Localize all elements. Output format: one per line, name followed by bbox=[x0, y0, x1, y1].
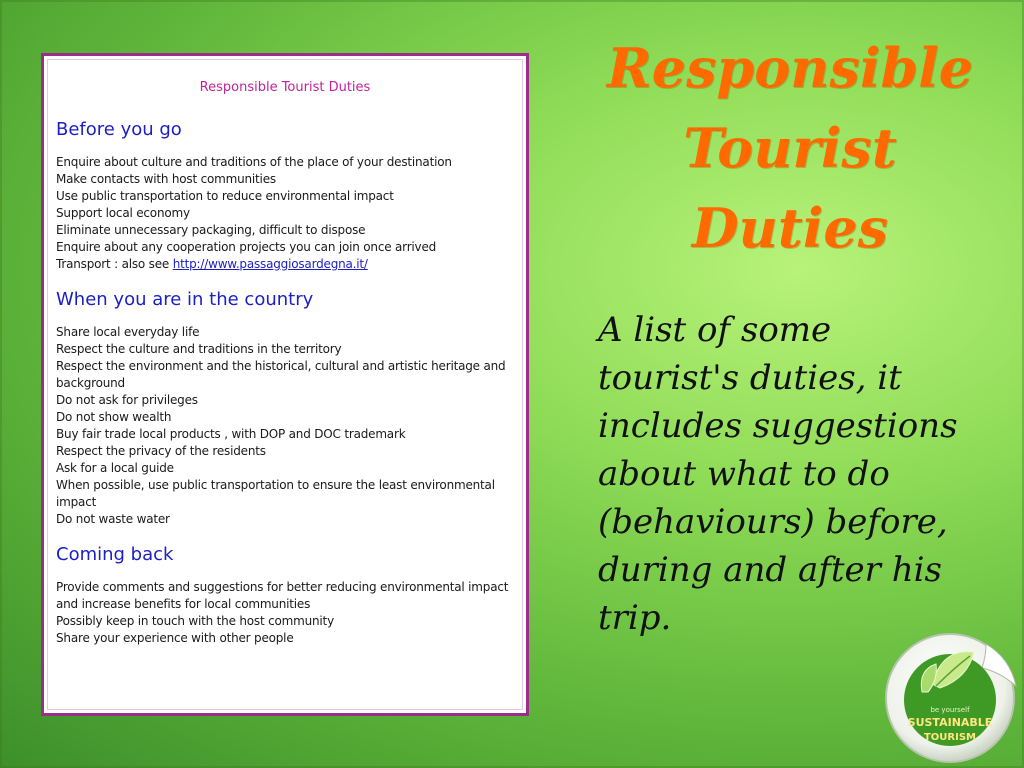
list-item: Do not waste water bbox=[56, 512, 170, 526]
list-item: Share local everyday life bbox=[56, 325, 200, 339]
list-item: Share your experience with other people bbox=[56, 631, 294, 645]
list-item: Respect the environment and the historical, cultural and artistic heritage and background bbox=[56, 359, 506, 390]
document-panel bbox=[41, 53, 529, 716]
list-item: Do not ask for privileges bbox=[56, 393, 198, 407]
list-item: Eliminate unnecessary packaging, difficult to dispose bbox=[56, 223, 366, 237]
list-item: Support local economy bbox=[56, 206, 190, 220]
passaggio-link[interactable]: http://www.passaggiosardegna.it/ bbox=[172, 257, 368, 271]
section-before-you-go bbox=[56, 119, 514, 273]
list-item: Possibly keep in touch with the host community bbox=[56, 614, 334, 628]
section-in-the-country bbox=[56, 289, 514, 528]
badge-line-2: TOURISM bbox=[923, 732, 977, 743]
badge-small-text: be yourself bbox=[930, 706, 970, 714]
list-item: Respect the culture and traditions in the territory bbox=[56, 342, 342, 356]
sustainable-tourism-badge bbox=[882, 628, 1022, 766]
document-title: Responsible Tourist Duties bbox=[199, 80, 371, 95]
duty-list bbox=[56, 324, 514, 528]
slide-title bbox=[590, 28, 990, 268]
section-heading: Coming back bbox=[56, 544, 174, 565]
slide-description: A list of some tourist's duties, it includes suggestions about what to do (behaviours) before, during and after his trip. bbox=[598, 310, 958, 638]
list-item: Buy fair trade local products , with DOP and DOC trademark bbox=[56, 427, 406, 441]
duty-list bbox=[56, 154, 514, 273]
list-item: Use public transportation to reduce environmental impact bbox=[56, 189, 394, 203]
list-item-transport bbox=[56, 256, 514, 273]
list-item: When possible, use public transportation to ensure the least environmental impact bbox=[56, 478, 495, 509]
section-heading: Before you go bbox=[56, 119, 182, 140]
duty-list bbox=[56, 579, 514, 647]
section-heading: When you are in the country bbox=[56, 289, 314, 310]
transport-label: Transport : also see bbox=[56, 257, 173, 271]
list-item: Enquire about culture and traditions of the place of your destination bbox=[56, 155, 452, 169]
list-item: Enquire about any cooperation projects you can join once arrived bbox=[56, 240, 437, 254]
list-item: Respect the privacy of the residents bbox=[56, 444, 266, 458]
badge-line-1: SUSTAINABLE bbox=[907, 716, 993, 729]
slide-title-line: Responsible bbox=[606, 36, 974, 100]
slide-title-line: Tourist bbox=[683, 116, 897, 180]
list-item: Make contacts with host communities bbox=[56, 172, 276, 186]
list-item: Do not show wealth bbox=[56, 410, 172, 424]
section-coming-back bbox=[56, 544, 514, 647]
slide-title-line: Duties bbox=[691, 196, 889, 260]
list-item: Provide comments and suggestions for better reducing environmental impact and increase benefits for local communities bbox=[56, 580, 509, 611]
list-item: Ask for a local guide bbox=[56, 461, 174, 475]
